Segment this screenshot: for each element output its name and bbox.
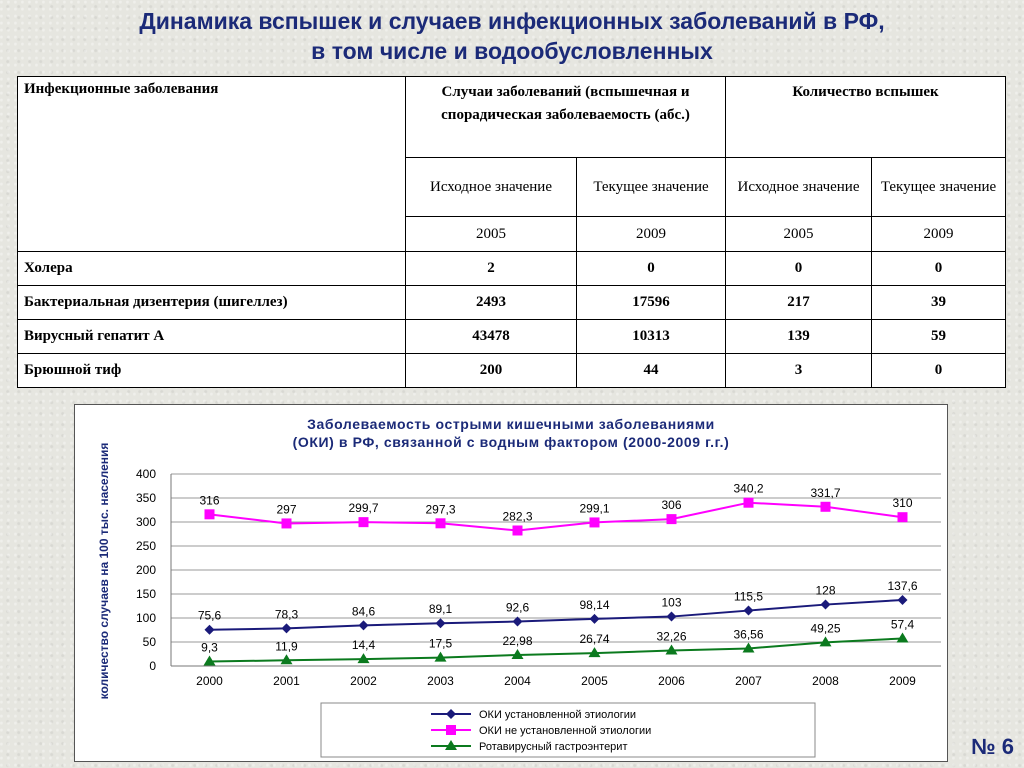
data-point: [897, 632, 909, 642]
table-row: [18, 252, 1006, 286]
data-label: 299,1: [579, 501, 610, 516]
data-label: 299,7: [348, 501, 379, 516]
chart-subtitle: (ОКИ) в РФ, связанной с водным фактором (2000-2009 г.г.): [292, 434, 730, 450]
legend-marker: [446, 725, 456, 735]
y-tick-label: 400: [135, 467, 156, 481]
data-point: [282, 623, 292, 633]
data-label: 98,14: [579, 597, 610, 612]
data-label: 316: [199, 493, 220, 508]
data-label: 115,5: [733, 589, 764, 604]
header-outbreaks-initial: Исходное значение: [726, 158, 872, 217]
data-label: 310: [892, 496, 913, 511]
data-label: 17,5: [428, 636, 453, 651]
data-point: [898, 512, 908, 522]
legend-entry: ОКИ установленной этиологии: [479, 709, 637, 721]
y-tick-label: 150: [135, 587, 156, 601]
slide-number: № 6: [971, 734, 1014, 759]
data-label: 92,6: [505, 600, 530, 615]
data-label: 297,3: [425, 502, 456, 517]
data-point: [744, 606, 754, 616]
header-cases-initial: Исходное значение: [406, 158, 577, 217]
cell-outbreaks-initial: 217: [726, 286, 872, 320]
data-label: 75,6: [197, 608, 222, 623]
y-tick-label: 100: [135, 611, 156, 625]
data-point: [590, 517, 600, 527]
data-label: 14,4: [351, 638, 376, 653]
x-tick-label: 2009: [889, 674, 916, 688]
cell-cases-initial: 43478: [406, 320, 577, 354]
header-outbreaks-current: Текущее значение: [872, 158, 1006, 217]
cell-cases-current: 10313: [577, 320, 726, 354]
header-cases-current: Текущее значение: [577, 158, 726, 217]
header-cases: Случаи заболеваний (вспышечная и спорадическая заболеваемость (абс.): [406, 77, 726, 158]
x-tick-label: 2000: [196, 674, 223, 688]
data-label: 78,3: [274, 607, 299, 622]
cell-outbreaks-current: 39: [872, 286, 1006, 320]
data-point: [590, 614, 600, 624]
cell-outbreaks-initial: 139: [726, 320, 872, 354]
data-label: 22,98: [502, 633, 533, 648]
cell-cases-current: 17596: [577, 286, 726, 320]
year-outbreaks-initial: 2005: [726, 217, 872, 252]
data-point: [667, 514, 677, 524]
data-label: 32,26: [656, 629, 687, 644]
row-name: Брюшной тиф: [18, 354, 406, 388]
data-label: 137,6: [887, 578, 918, 593]
legend-entry: ОКИ не установленной этиологии: [479, 725, 652, 737]
page-title-line1: Динамика вспышек и случаев инфекционных заболеваний в РФ,: [139, 8, 885, 34]
x-tick-label: 2002: [350, 674, 377, 688]
row-name: Холера: [18, 252, 406, 286]
data-point: [282, 518, 292, 528]
data-label: 340,2: [733, 481, 764, 496]
data-label: 9,3: [201, 640, 218, 655]
data-point: [436, 518, 446, 528]
data-label: 84,6: [351, 604, 376, 619]
data-point: [205, 625, 215, 635]
y-tick-label: 50: [142, 635, 156, 649]
data-point: [513, 525, 523, 535]
data-label: 57,4: [890, 617, 915, 632]
y-tick-label: 250: [135, 539, 156, 553]
data-label: 306: [661, 498, 682, 513]
chart-title: Заболеваемость острыми кишечными заболеваниями: [307, 416, 715, 432]
x-tick-label: 2004: [504, 674, 531, 688]
data-point: [821, 502, 831, 512]
cell-cases-initial: 2493: [406, 286, 577, 320]
cell-outbreaks-initial: 3: [726, 354, 872, 388]
table-row: [18, 320, 1006, 354]
data-label: 36,56: [733, 627, 764, 642]
y-tick-label: 200: [135, 563, 156, 577]
data-label: 103: [661, 595, 682, 610]
table-row: [18, 286, 1006, 320]
cell-cases-current: 0: [577, 252, 726, 286]
data-label: 128: [815, 583, 836, 598]
data-label: 11,9: [275, 639, 298, 654]
data-label: 297: [276, 502, 297, 517]
page-title-line2: в том числе и водообусловленных: [311, 38, 713, 64]
data-point: [359, 517, 369, 527]
year-cases-initial: 2005: [406, 217, 577, 252]
table-row: [18, 354, 1006, 388]
cell-outbreaks-current: 0: [872, 252, 1006, 286]
cell-outbreaks-current: 0: [872, 354, 1006, 388]
data-point: [898, 595, 908, 605]
data-point: [821, 600, 831, 610]
data-label: 26,74: [579, 632, 610, 647]
data-label: 331,7: [810, 485, 841, 500]
year-cases-current: 2009: [577, 217, 726, 252]
page-title: [0, 6, 1024, 66]
y-tick-label: 0: [149, 659, 156, 673]
data-point: [436, 618, 446, 628]
header-outbreaks: Количество вспышек: [726, 77, 1006, 158]
year-outbreaks-current: 2009: [872, 217, 1006, 252]
data-point: [205, 509, 215, 519]
data-label: 282,3: [502, 509, 533, 524]
series-line: [210, 597, 903, 630]
cell-outbreaks-current: 59: [872, 320, 1006, 354]
data-point: [359, 620, 369, 630]
x-tick-label: 2007: [735, 674, 762, 688]
header-diseases: Инфекционные заболевания: [18, 77, 406, 252]
data-label: 89,1: [428, 602, 453, 617]
data-label: 49,25: [810, 621, 841, 636]
data-point: [667, 612, 677, 622]
cell-cases-initial: 200: [406, 354, 577, 388]
y-axis-label: количество случаев на 100 тыс. населения: [97, 442, 111, 700]
chart-panel: [74, 404, 948, 762]
cell-outbreaks-initial: 0: [726, 252, 872, 286]
y-tick-label: 350: [135, 491, 156, 505]
series-line: [210, 503, 903, 531]
x-tick-label: 2006: [658, 674, 685, 688]
y-tick-label: 300: [135, 515, 156, 529]
row-name: Вирусный гепатит А: [18, 320, 406, 354]
legend-entry: Ротавирусный гастроэнтерит: [479, 741, 628, 753]
x-tick-label: 2008: [812, 674, 839, 688]
cell-cases-current: 44: [577, 354, 726, 388]
oki-line-chart: [75, 405, 947, 761]
diseases-table: [17, 76, 1006, 388]
row-name: Бактериальная дизентерия (шигеллез): [18, 286, 406, 320]
cell-cases-initial: 2: [406, 252, 577, 286]
x-tick-label: 2001: [273, 674, 300, 688]
x-tick-label: 2003: [427, 674, 454, 688]
data-point: [744, 498, 754, 508]
x-tick-label: 2005: [581, 674, 608, 688]
